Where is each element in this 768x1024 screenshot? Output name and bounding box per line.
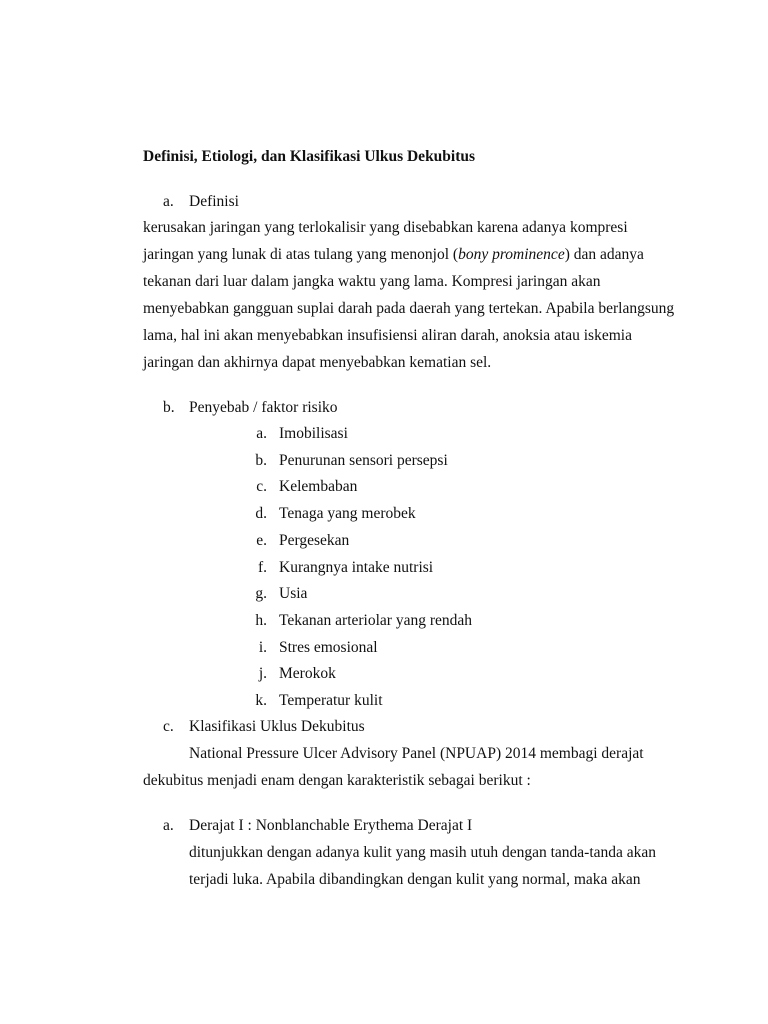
risk-item-marker: g. — [255, 585, 267, 602]
risk-item-text: Pergesekan — [279, 532, 350, 549]
page-title: Definisi, Etiologi, dan Klasifikasi Ulkus Dekubitus — [143, 148, 476, 165]
risk-item-marker: k. — [255, 692, 267, 709]
risk-item-marker: d. — [255, 505, 267, 522]
risk-item-marker: b. — [255, 452, 267, 469]
definition-text: jaringan yang lunak di atas tulang yang menonjol ( — [143, 246, 459, 263]
definition-italic-term: bony prominence — [458, 246, 565, 263]
definition-line — [143, 241, 643, 268]
risk-item-marker: f. — [257, 559, 267, 576]
section-c-marker: c. — [163, 718, 174, 735]
risk-item-text: Penurunan sensori persepsi — [279, 452, 448, 469]
definition-text: lama, hal ini akan menyebabkan insufisiensi aliran darah, anoksia atau iskemia — [143, 327, 632, 344]
risk-item-text: Stres emosional — [279, 639, 378, 656]
definition-line — [143, 214, 643, 241]
derajat-marker: a. — [163, 817, 174, 834]
definition-line — [143, 268, 643, 295]
section-b-marker: b. — [163, 399, 175, 416]
risk-item-text: Kelembaban — [279, 478, 358, 495]
derajat-heading: Derajat I : Nonblanchable Erythema Derajat I — [189, 817, 473, 834]
definition-text: tekanan dari luar dalam jangka waktu yang lama. Kompresi jaringan akan — [143, 273, 601, 290]
section-b-heading: Penyebab / faktor risiko — [189, 399, 338, 416]
risk-item-text: Kurangnya intake nutrisi — [279, 559, 434, 576]
definition-text: menyebabkan gangguan suplai darah pada daerah yang tertekan. Apabila berlangsung — [143, 300, 675, 317]
section-a-heading: Definisi — [189, 193, 239, 210]
section-c-intro-line-2: dekubitus menjadi enam dengan karakteristik sebagai berikut : — [143, 772, 531, 789]
risk-item-marker: h. — [255, 612, 267, 629]
risk-item-text: Merokok — [279, 665, 336, 682]
definition-paragraph — [143, 214, 675, 376]
risk-item-marker: i. — [258, 639, 267, 656]
definition-text: kerusakan jaringan yang terlokalisir yang disebabkan karena adanya kompresi — [143, 219, 628, 236]
risk-item-text: Imobilisasi — [279, 425, 348, 442]
risk-item-text: Tekanan arteriolar yang rendah — [279, 612, 472, 629]
risk-item-text: Usia — [279, 585, 308, 602]
risk-item-marker: c. — [256, 478, 267, 495]
definition-line — [143, 349, 643, 376]
definition-text: jaringan dan akhirnya dapat menyebabkan kematian sel. — [143, 354, 492, 371]
risk-item-text: Tenaga yang merobek — [279, 505, 416, 522]
risk-item-marker: a. — [256, 425, 267, 442]
section-c-heading: Klasifikasi Uklus Dekubitus — [189, 718, 365, 735]
derajat-line-2: terjadi luka. Apabila dibandingkan dengan kulit yang normal, maka akan — [189, 871, 641, 888]
risk-item-marker: j. — [258, 665, 267, 682]
risk-item-marker: e. — [256, 532, 267, 549]
derajat-line-1: ditunjukkan dengan adanya kulit yang masih utuh dengan tanda-tanda akan — [189, 844, 657, 861]
risk-item-text: Temperatur kulit — [279, 692, 383, 709]
section-c-intro-line-1: National Pressure Ulcer Advisory Panel (NPUAP) 2014 membagi derajat — [189, 745, 644, 762]
definition-line — [143, 295, 675, 322]
section-a-marker: a. — [163, 193, 174, 210]
definition-line — [143, 322, 643, 349]
definition-text: ) dan adanya — [564, 246, 644, 263]
